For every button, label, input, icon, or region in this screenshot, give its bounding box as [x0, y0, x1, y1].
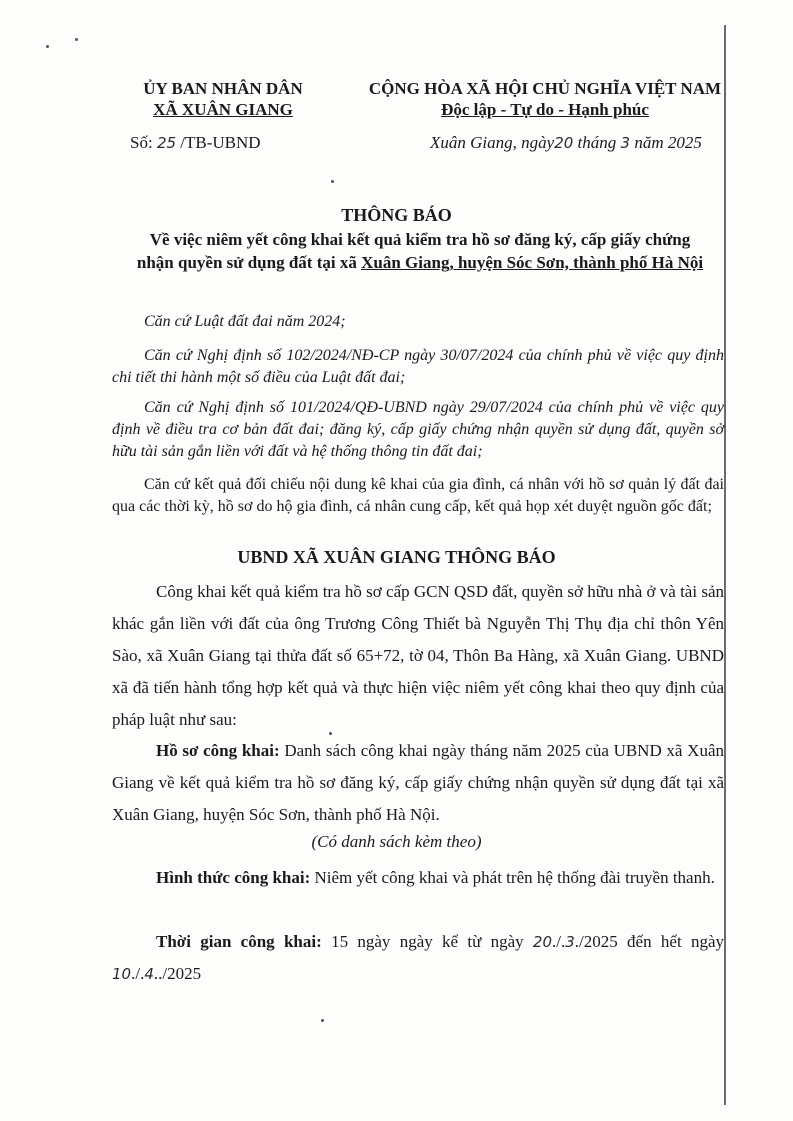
agency-line-2: XÃ XUÂN GIANG [153, 100, 293, 119]
dossier-label: Hồ sơ công khai: [156, 741, 280, 760]
legal-basis-1: Căn cứ Luật đất đai năm 2024; [144, 313, 346, 330]
document-number: Số: 25 /TB-UBND [130, 133, 261, 152]
scan-speck [75, 38, 78, 41]
document-subject: Về việc niêm yết công khai kết quả kiểm tra hồ sơ đăng ký, cấp giấy chứng nhận quyền sử dụng đất tại xã Xuân Giang, huyện Sóc Sơn, thành phố Hà Nội [136, 230, 704, 272]
result-basis: Căn cứ kết quả đối chiếu nội dung kê khai của gia đình, cá nhân với hồ sơ quản lý đất đai qua các thời kỳ, hồ sơ do hộ gia đình, cá nhân cung cấp, kết quả họp xét duyệt nguồn gốc đất; [112, 476, 724, 515]
scan-speck [46, 45, 49, 48]
body-paragraph: Công khai kết quả kiểm tra hồ sơ cấp GCN QSD đất, quyền sở hữu nhà ở và tài sản khác gắn liền với đất của ông Trương Công Thiết bà Nguyễn Thị Thụ địa chỉ thôn Yên Sào, xã Xuân Giang tại thửa đất số 65+72, tờ 04, Thôn Ba Hàng, xã Xuân Giang. UBND xã đã tiến hành tổng hợp kết quả và thực hiện việc niêm yết công khai theo quy định của pháp luật như sau: [112, 582, 724, 729]
scan-speck [331, 180, 334, 183]
handwritten-month: 3 [620, 134, 631, 152]
national-motto: Độc lập - Tự do - Hạnh phúc [441, 100, 649, 119]
form-label: Hình thức công khai: [156, 868, 311, 887]
legal-basis-3: Căn cứ Nghị định số 101/2024/QĐ-UBND ngày 29/07/2024 của chính phủ về việc quy định về điều tra cơ bản đất đai; đăng ký, cấp giấy chứng nhận quyền sử dụng đất, quyền sở hữu tài sản gắn liền với đất và hệ thống thông tin đất đai; [112, 399, 724, 460]
period-paragraph: Thời gian công khai: 15 ngày ngày kể từ ngày 20./.3./2025 đến hết ngày 10./.4../2025 [112, 932, 724, 983]
issue-date: Xuân Giang, ngày20 tháng 3 năm 2025 [430, 133, 702, 152]
national-header [335, 78, 755, 120]
handwritten-start-month: 3 [565, 933, 575, 951]
form-paragraph: Hình thức công khai: Niêm yết công khai và phát trên hệ thống đài truyền thanh. [156, 868, 715, 887]
announce-heading: UBND XÃ XUÂN GIANG THÔNG BÁO [237, 547, 556, 567]
handwritten-day: 20 [554, 134, 574, 152]
handwritten-end-day: 10 [112, 965, 132, 983]
attachment-note: (Có danh sách kèm theo) [311, 832, 482, 851]
nation-name: CỘNG HÒA XÃ HỘI CHỦ NGHĨA VIỆT NAM [368, 79, 722, 98]
period-label: Thời gian công khai: [156, 932, 322, 951]
dossier-paragraph: Hồ sơ công khai: Danh sách công khai ngày tháng năm 2025 của UBND xã Xuân Giang về kết quả kiểm tra hồ sơ đăng ký, cấp giấy chứng nhận quyền sử dụng đất tại xã Xuân Giang, huyện Sóc Sơn, thành phố Hà Nội. [112, 741, 724, 824]
handwritten-number: 25 [156, 134, 177, 152]
scan-speck [329, 732, 332, 735]
agency-line-1: ỦY BAN NHÂN DÂN [143, 79, 303, 98]
document-title: THÔNG BÁO [341, 205, 452, 225]
issuing-agency [108, 78, 338, 120]
handwritten-start-day: 20 [532, 933, 553, 951]
handwritten-end-month: 4 [144, 965, 154, 983]
scan-speck [321, 1019, 324, 1022]
legal-basis-2: Căn cứ Nghị định số 102/2024/NĐ-CP ngày 30/07/2024 của chính phủ về việc quy định chi tiết thi hành một số điều của Luật đất đai; [112, 347, 724, 386]
